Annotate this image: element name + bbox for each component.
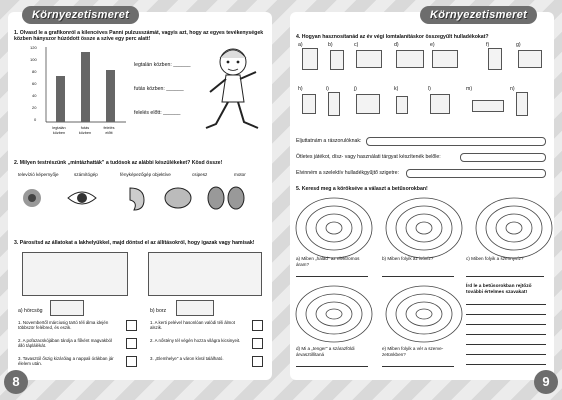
item-label: a) (298, 42, 303, 48)
extra-line[interactable] (466, 354, 546, 355)
page-number-right: 9 (534, 370, 558, 394)
q4-title: 4. Hogyan hasznosítanád az év végi lomtalanításkor összegyűlt hulladékokat? (296, 34, 489, 40)
item-label: d) (394, 42, 399, 48)
item-label: k) (394, 86, 399, 92)
device-label: televízió képernyője (18, 172, 59, 177)
question-c: c) Miben folyik a szennyvíz? (466, 256, 524, 261)
can-icon (330, 50, 344, 70)
question-e: e) Miben folyik a vér a szerve- zetünkben? (382, 346, 444, 357)
q3-title: 3. Párosítsd az állatokat a lakhelyükkel, majd döntsd el az állításokról, hogy igazak vagy hamisak! (14, 240, 255, 246)
answer-line-a[interactable] (296, 276, 368, 277)
y-tick: 60 (32, 81, 37, 86)
extra-line[interactable] (466, 344, 546, 345)
newspapers-icon (356, 50, 382, 68)
letter-spirals-top (294, 194, 554, 264)
prompt-craft: Ötletes játékot, dísz- vagy használati tárgyat készítenék belőle: (296, 154, 441, 160)
checkbox-a3[interactable] (126, 356, 137, 367)
letter-spirals-bottom (294, 284, 474, 344)
statement-b2: 2. A nőstény tél végén hozza világra kicsinyeit. (150, 338, 241, 343)
item-label: f) (486, 42, 490, 48)
checkbox-b1[interactable] (252, 320, 263, 331)
page-right (290, 12, 554, 380)
extra-line[interactable] (466, 324, 546, 325)
lamp-icon (302, 48, 318, 70)
cans-icon (302, 94, 316, 114)
item-label: m) (466, 86, 473, 92)
x-label: felelés előtt (103, 126, 115, 135)
item-label: l) (428, 86, 431, 92)
letter-spiral-d (296, 286, 372, 342)
q5-title: 5. Keresd meg a körökséve a választ a betűsorokban! (296, 186, 428, 192)
answer-line-e[interactable] (382, 366, 454, 367)
q2-title: 2. Milyen testrészünk „mintázhatták" a tudósok az alábbi készülékeket? Kösd össze! (14, 160, 223, 166)
header-left: Környezetismeret (22, 6, 139, 24)
badger-icon (176, 300, 214, 316)
device-label: fényképezőgép objektíve (120, 172, 171, 177)
statement-a3: 3. Tavasztól őszig kizárólag a nappali órákban jár élelem után. (18, 356, 114, 366)
answer-recycle[interactable] (406, 169, 546, 178)
col-a-label: a) hörcsög (18, 308, 43, 314)
y-tick: 80 (32, 69, 37, 74)
den-illustration (148, 252, 262, 296)
ear-icon (130, 188, 144, 210)
letter-spiral-a (296, 198, 372, 258)
prompt-recycle: Elvinném a szelektív hulladékgyűjtő szigetre: (296, 170, 399, 176)
running-girl-illustration (198, 44, 268, 144)
letter-spiral-b (386, 198, 462, 258)
col-b-label: b) borz (150, 308, 167, 314)
extra-line[interactable] (466, 364, 546, 365)
header-right: Környezetismeret (420, 6, 537, 24)
letter-spiral-c (476, 198, 552, 258)
bottle-icon (488, 48, 502, 70)
answer-line[interactable]: legtalán közben: ______ (134, 62, 191, 68)
y-tick: 40 (32, 93, 37, 98)
answer-craft[interactable] (460, 153, 546, 162)
bag-icon (430, 94, 450, 114)
checkbox-b2[interactable] (252, 338, 263, 349)
y-tick: 20 (32, 105, 37, 110)
answer-line[interactable]: futás közben: ______ (134, 86, 184, 92)
glass-bottle-icon (328, 92, 340, 116)
nerve-cell-icon (23, 189, 41, 207)
answer-line-c[interactable] (466, 276, 544, 277)
y-tick: 120 (30, 45, 37, 50)
checkbox-b3[interactable] (252, 356, 263, 367)
clothes-icon (432, 50, 458, 68)
checkbox-a1[interactable] (126, 320, 137, 331)
question-a: a) Miben „halad" az elektromos áram? (296, 256, 360, 267)
hamster-icon (50, 300, 84, 316)
item-label: b) (328, 42, 333, 48)
answer-line[interactable]: felelés előtt: ______ (134, 110, 181, 116)
extra-words-prompt: Írd le a betűsorokban rejtőző további értelmes szavakat! (466, 284, 532, 295)
box-icon (356, 94, 380, 114)
burrow-illustration (22, 252, 128, 296)
y-tick: 100 (30, 57, 37, 62)
device-label: csipesz (192, 172, 208, 177)
page-number-left: 8 (4, 370, 28, 394)
answer-donate[interactable] (366, 137, 546, 146)
page-left (8, 12, 272, 380)
extra-line[interactable] (466, 304, 546, 305)
item-label: e) (430, 42, 435, 48)
extra-line[interactable] (466, 314, 546, 315)
statement-a1: 1. Novembertől márciusig tartó téli álma idején többször felébred, és eszik. (18, 320, 109, 330)
item-label: c) (354, 42, 359, 48)
letter-spiral-e (386, 286, 462, 342)
device-label: motor (234, 172, 246, 177)
bar-legtalan (56, 76, 65, 122)
checkbox-a2[interactable] (126, 338, 137, 349)
pulse-chart (26, 42, 126, 132)
item-label: j) (354, 86, 357, 92)
battery-icon (396, 96, 408, 114)
organ-images (18, 184, 268, 214)
extra-line[interactable] (466, 334, 546, 335)
x-label: futás közben (78, 126, 92, 135)
x-label: legtalán közben (52, 126, 66, 135)
sneakers-icon (472, 100, 504, 112)
answer-line-d[interactable] (296, 366, 368, 367)
statement-a2: 2. A pofazacskójában tárolja a főként magvakból álló táplálékát. (18, 338, 112, 348)
carpet-icon (396, 50, 424, 68)
eye-icon (68, 192, 96, 204)
item-label: g) (516, 42, 521, 48)
item-label: i) (326, 86, 329, 92)
question-b: b) Miben folyik az ivóvíz? (382, 256, 434, 261)
prompt-donate: Eljuttatnám a rászorulóknak: (296, 138, 362, 144)
shoe-icon (518, 50, 542, 68)
y-tick: 0 (34, 117, 37, 122)
item-label: h) (298, 86, 303, 92)
bar-futas (81, 52, 90, 122)
statement-b1: 1. A kerti pelével hasonlóan valódi téli álmot alszik. (150, 320, 235, 330)
answer-line-b[interactable] (382, 276, 454, 277)
bar-feleles (106, 70, 115, 122)
device-label: számítógép (74, 172, 98, 177)
lungs-icon (208, 187, 244, 209)
item-label: n) (510, 86, 515, 92)
brain-icon (165, 188, 191, 208)
question-d: d) Mi a „tenger" a szárazföldi árvasztillítaná (296, 346, 355, 357)
statement-b3: 3. „Elemhelye" a váron kívül található. (150, 356, 224, 361)
plastic-bottle-icon (516, 92, 528, 116)
q1-title: 1. Olvasd le a grafikonról a kilencéves Panni pulzusszámát, vagyis azt, hogy az egyes tevékenységek közben hányszor húzódott össze a szíve egy perc alatt! (14, 30, 264, 42)
